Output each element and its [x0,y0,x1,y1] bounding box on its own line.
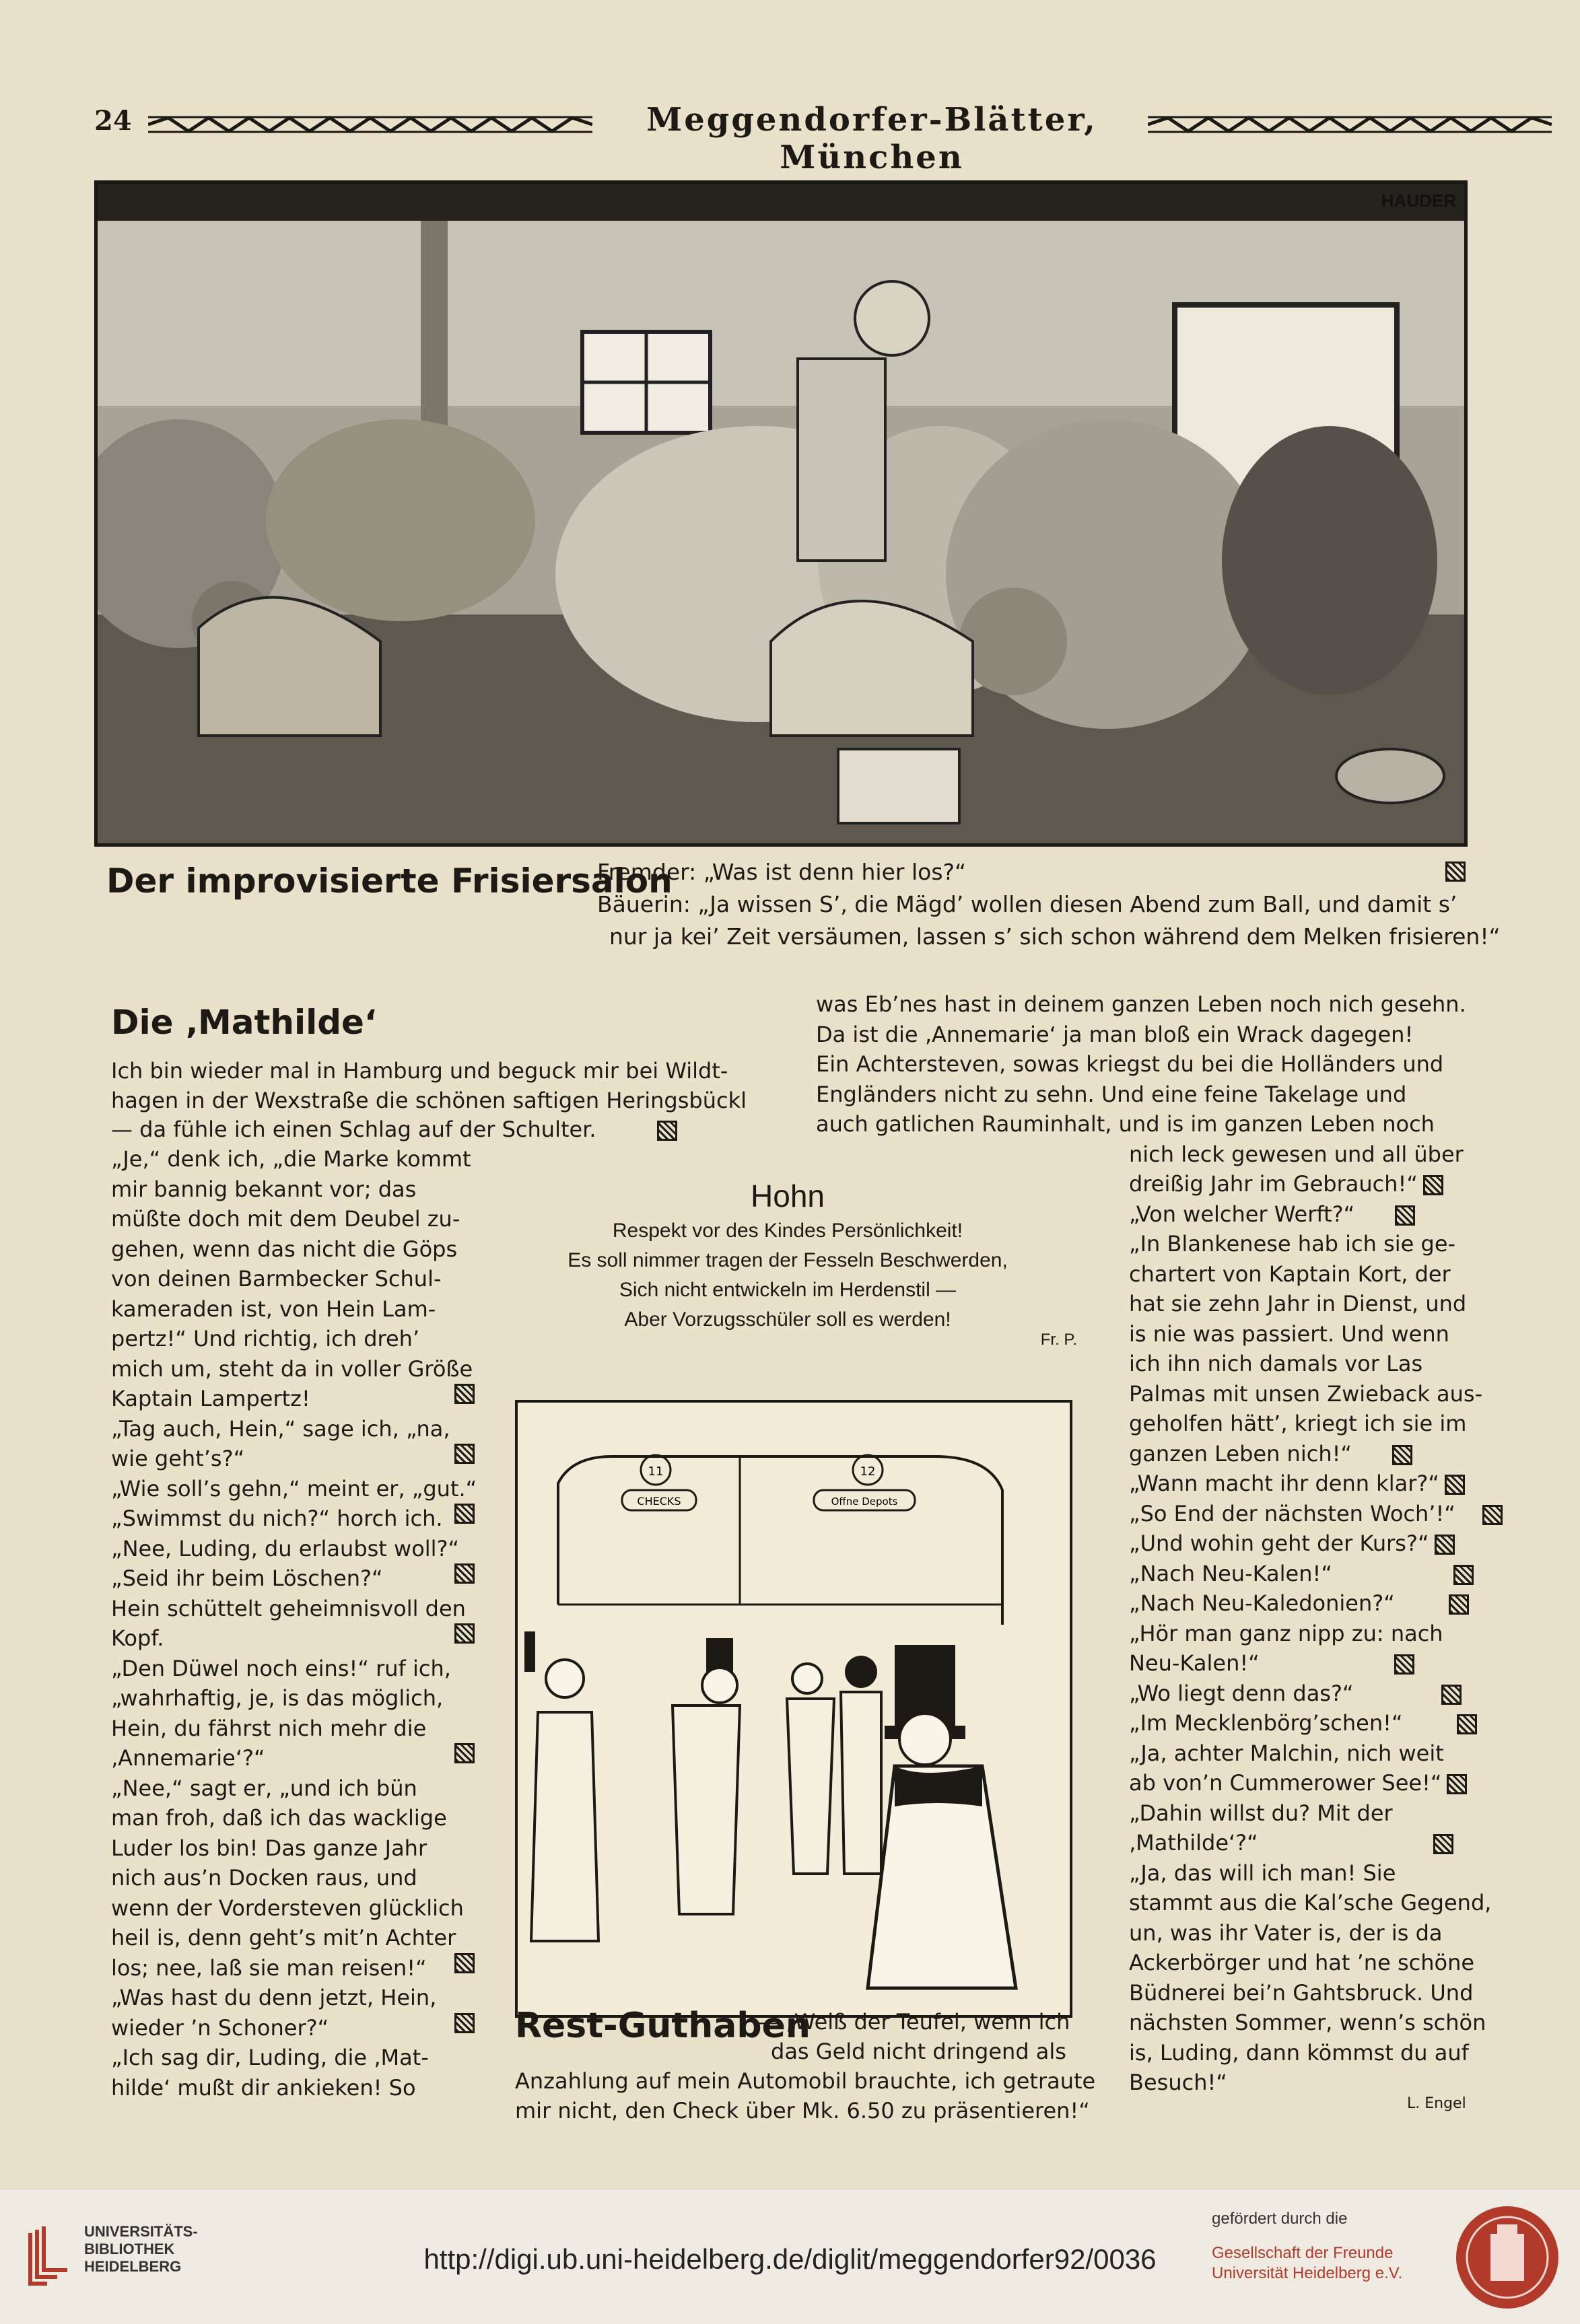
story-line: „Den Düwel noch eins!“ ruf ich, [111,1655,451,1681]
cartoon-line: das Geld nicht dringend als [771,2039,1066,2064]
library-name-line: BIBLIOTHEK [84,2241,175,2257]
cartoon-title: Rest-Guthaben [515,2006,811,2046]
story-line: Besuch!“ [1129,2070,1227,2095]
society-name [1212,2243,1402,2284]
story-line: „Tag auch, Hein,“ sage ich, „na, [111,1415,450,1442]
story-line: los; nee, laß sie man reisen!“ [111,1953,475,1983]
story-line: man froh, daß ich das wacklige [111,1805,447,1831]
story-line: „Hör man ganz nipp zu: nach [1129,1620,1443,1646]
story-line: kameraden ist, von Hein Lam- [111,1296,436,1322]
story-line: Da ist die ‚Annemarie‘ ja man bloß ein Wrack dagegen! [816,1021,1414,1047]
story-line: nich aus’n Docken raus, und [111,1865,417,1891]
story-line: „Ja, achter Malchin, nich weit [1129,1740,1444,1766]
story-line: „Dahin willst du? Mit der [1129,1800,1393,1826]
story-line: „Wie soll’s gehn,“ meint er, „gut.“ [111,1475,477,1502]
story-line: „In Blankenese hab ich sie ge- [1129,1231,1456,1257]
story-line: „Und wohin geht der Kurs?“ [1129,1528,1474,1559]
page-header [94,101,1481,176]
story-intro [111,1057,771,1145]
story-line: is nie was passiert. Und wenn [1129,1321,1449,1347]
story-line: „Swimmst du nich?“ horch ich. [111,1504,475,1534]
poem-line: Sich nicht entwickeln im Herdenstil — [619,1279,957,1301]
ornament-right [1148,116,1552,133]
illustrator-signature: HAUDER [1381,190,1456,211]
section-mark-icon [1447,1774,1467,1794]
story-line: wie geht’s?“ [111,1444,475,1474]
story-line: Neu-Kalen!“ [1129,1648,1474,1679]
poem-line: Es soll nimmer tragen der Fesseln Beschwerden, [568,1249,1008,1271]
story-line: hilde‘ mußt dir ankieken! So [111,2074,416,2101]
page-number: 24 [94,105,132,137]
story-line: Engländers nicht zu sehn. Und eine feine Takelage und [816,1081,1407,1107]
caption-line: Fremder: „Was ist denn hier los?“ [597,856,1466,888]
story-line: geholfen hätt’, kriegt ich sie im [1129,1411,1467,1436]
story-line: is, Luding, dann kömmst du auf [1129,2039,1469,2066]
section-mark-icon [1394,1654,1414,1675]
story-line: „Je,“ denk ich, „die Marke kommt [111,1146,471,1172]
section-mark-icon [454,1623,475,1644]
story-line: „Ich sag dir, Luding, die ‚Mat- [111,2045,429,2070]
story-line: müßte doch mit dem Deubel zu- [111,1206,460,1232]
section-mark-icon [1395,1205,1415,1226]
section-mark-icon [1457,1714,1477,1734]
society-name-line: Universität Heidelberg e.V. [1212,2264,1403,2282]
caption-title: Der improvisierte Frisiersalon [106,861,673,901]
section-mark-icon [454,1563,475,1584]
caption-line: Bäuerin: „Ja wissen S’, die Mägd’ wollen diesen Abend zum Ball, und damit s’ [597,891,1457,917]
story-line: „Was hast du denn jetzt, Hein, [111,1985,437,2010]
poem-title: Hohn [751,1178,825,1213]
sign-depots: Offne Depots [831,1495,898,1508]
top-illustration [94,180,1468,847]
story-line: was Eb’nes hast in deinem ganzen Leben noch nich gesehn. [816,991,1466,1017]
story-line: Luder los bin! Das ganze Jahr [111,1835,427,1861]
library-name-line: HEIDELBERG [84,2258,182,2275]
story-title: Die ‚Mathilde‘ [111,1003,377,1042]
window-number-left: 11 [648,1465,664,1479]
story-line: ich ihn nich damals vor Las [1129,1351,1423,1376]
story-line: „wahrhaftig, je, is das möglich, [111,1685,444,1711]
story-line: — da fühle ich einen Schlag auf der Schulter. [111,1115,771,1145]
story-line: ‚Annemarie‘?“ [111,1743,475,1773]
story-left-column [111,1144,475,2103]
story-line: „Von welcher Werft?“ [1129,1199,1474,1230]
section-mark-icon [1433,1834,1453,1854]
story-line: „Nach Neu-Kalen!“ [1129,1559,1474,1589]
story-line: gehen, wenn das nicht die Göps [111,1236,458,1262]
story-line: hat sie zehn Jahr in Dienst, und [1129,1291,1467,1316]
university-seal-icon [1454,2204,1560,2311]
story-line: chartert von Kaptain Kort, der [1129,1261,1451,1287]
caption-line: nur ja kei’ Zeit versäumen, lassen s’ sich schon während dem Melken frisieren!“ [609,923,1501,950]
section-mark-icon [454,1444,475,1464]
story-line: un, was ihr Vater is, der is da [1129,1920,1443,1946]
society-name-line: Gesellschaft der Freunde [1212,2244,1394,2262]
story-line: Ein Achtersteven, sowas kriegst du bei die Holländers und [816,1051,1444,1077]
story-line: „Wo liegt denn das?“ [1129,1679,1474,1709]
permalink-url[interactable]: http://digi.ub.uni-heidelberg.de/diglit/meggendorfer92/0036 [423,2243,1157,2275]
story-author: L. Engel [1407,2095,1466,2112]
story-line: wieder ’n Schoner?“ [111,2013,475,2043]
window-number-right: 12 [860,1465,876,1479]
caption-dialogue [597,856,1501,953]
story-line: von deinen Barmbecker Schul- [111,1266,442,1292]
story-line: mich um, steht da in voller Größe [111,1355,473,1382]
section-mark-icon [454,1743,475,1763]
masthead-title: Meggendorfer-Blätter, München [646,101,1097,176]
section-mark-icon [454,1504,475,1524]
section-mark-icon [454,1384,475,1404]
viewer-footer [0,2189,1580,2324]
section-mark-icon [1445,861,1466,882]
poem-line: Aber Vorzugsschüler soll es werden! [624,1308,951,1331]
section-mark-icon [1449,1594,1469,1615]
story-line: Ackerbörger und hat ’ne schöne [1129,1950,1475,1975]
story-line: Kaptain Lampertz! [111,1384,475,1414]
funded-by-label: gefördert durch die [1212,2210,1348,2228]
cartoon-line: — „Weiß der Teufel, wenn ich [757,2009,1070,2035]
stable-scene-image [98,184,1464,843]
story-line: stammt aus die Kal’sche Gegend, [1129,1890,1492,1915]
story-line: auch gatlichen Rauminhalt, und is im ganzen Leben noch [816,1111,1435,1137]
story-line: „Nee, Luding, du erlaubst woll?“ [111,1535,460,1561]
story-line: ab von’n Cummerower See!“ [1129,1768,1474,1798]
story-line: „Im Mecklenbörg’schen!“ [1129,1708,1474,1738]
story-line: heil is, denn geht’s mit’n Achter [111,1925,456,1950]
story-line: „So End der nächsten Woch’!“ [1129,1499,1474,1529]
story-line: „Wann macht ihr denn klar?“ [1129,1469,1474,1499]
section-mark-icon [1482,1505,1503,1525]
section-mark-icon [1453,1565,1474,1585]
story-line: „Ja, das will ich man! Sie [1129,1860,1396,1886]
ornament-left [148,116,592,133]
story-line: dreißig Jahr im Gebrauch!“ [1129,1169,1474,1199]
poem-line: Respekt vor des Kindes Persönlichkeit! [612,1220,963,1242]
bank-cartoon [515,1400,1072,2018]
section-mark-icon [454,1953,475,1973]
poem [498,1178,1077,1355]
cartoon-caption [515,2007,1096,2125]
cartoon-line: Anzahlung auf mein Automobil brauchte, ich getraute [515,2068,1096,2094]
story-line: pertz!“ Und richtig, ich dreh’ [111,1326,420,1351]
story-line: Kopf. [111,1623,475,1654]
poem-author: Fr. P. [1040,1331,1077,1349]
cartoon-line: mir nicht, den Check über Mk. 6.50 zu präsentieren!“ [515,2098,1090,2123]
story-line: nächsten Sommer, wenn’s schön [1129,2010,1486,2035]
library-name-line: UNIVERSITÄTS- [84,2223,198,2240]
story-line: hagen in der Wexstraße die schönen saftigen Heringsbückl [111,1087,747,1113]
section-mark-icon [1423,1175,1443,1195]
story-line: wenn der Vordersteven glücklich [111,1895,464,1921]
story-line: Hein, du fährst nich mehr die [111,1715,427,1741]
story-line: „Nee,“ sagt er, „und ich bün [111,1775,417,1801]
bank-scene-image [518,1403,1070,2015]
story-line: ‚Mathilde‘?“ [1129,1828,1474,1858]
story-line: „Seid ihr beim Löschen?“ [111,1563,475,1594]
sign-checks: CHECKS [637,1495,681,1508]
section-mark-icon [454,2013,475,2033]
section-mark-icon [1445,1475,1465,1495]
story-line: Büdnerei bei’n Gahtsbruck. Und [1129,1979,1474,2006]
story-line: „Nach Neu-Kaledonien?“ [1129,1588,1474,1619]
story-line: nich leck gewesen und all über [1129,1141,1464,1167]
section-mark-icon [1441,1685,1462,1705]
story-line: ganzen Leben nich!“ [1129,1439,1474,1469]
section-mark-icon [1435,1535,1455,1555]
story-line: Hein schüttelt geheimnisvoll den [111,1595,466,1621]
story-line: Palmas mit unsen Zwieback aus- [1129,1380,1483,1407]
section-mark-icon [1392,1445,1412,1465]
story-line: mir bannig bekannt vor; das [111,1176,417,1202]
section-mark-icon [657,1121,677,1141]
story-line: Ich bin wieder mal in Hamburg und beguck mir bei Wildt- [111,1058,728,1084]
